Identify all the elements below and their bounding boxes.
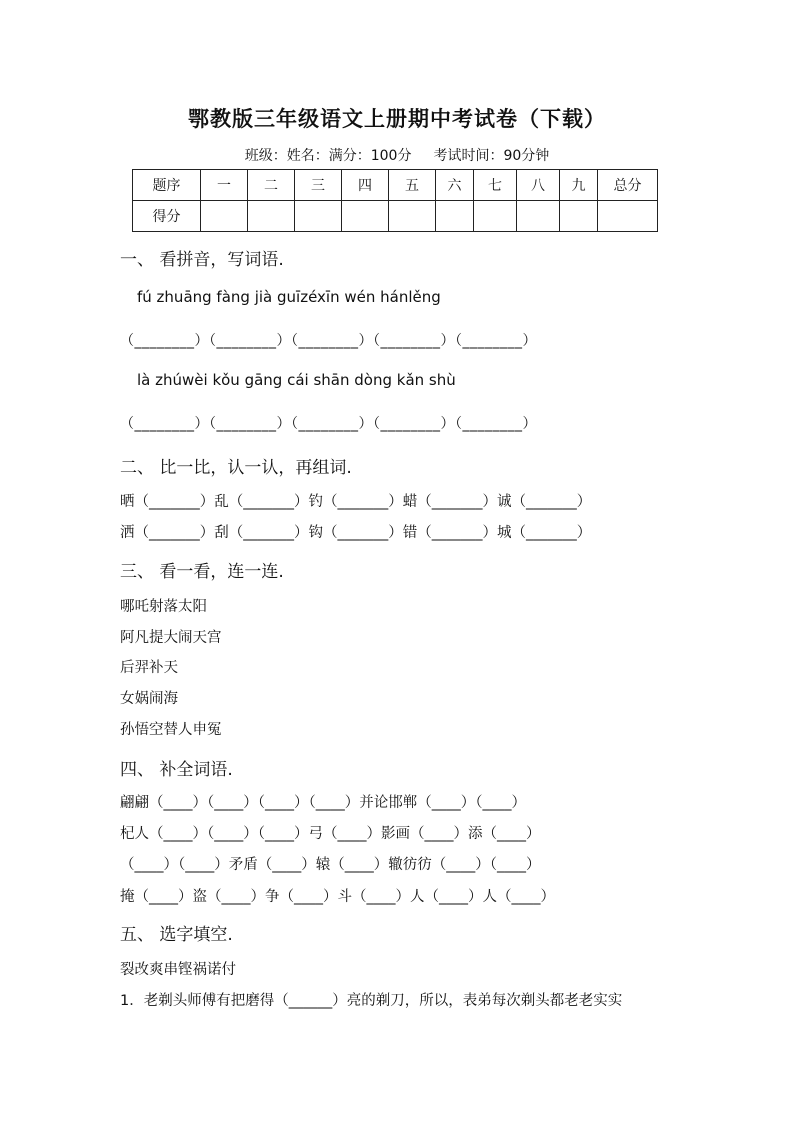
section1-pinyin-row2: là zhúwèi kǒu gāng cái shān dòng kǎn shù — [137, 371, 456, 389]
score-cell[interactable] — [517, 201, 560, 232]
section4-row[interactable]: 掩（____）盗（____）争（____）斗（____）人（____）人（____） — [120, 889, 555, 905]
section5-question-1[interactable]: 1．老剃头师傅有把磨得（______）亮的剃刀，所以，表弟每次剃头都老老实实 — [120, 993, 623, 1009]
score-cell[interactable] — [295, 201, 342, 232]
section5-heading: 五、 选字填空. — [120, 925, 233, 945]
score-cell[interactable] — [598, 201, 658, 232]
header-cell: 六 — [436, 170, 474, 201]
score-table-score-row — [133, 201, 658, 232]
score-cell[interactable] — [389, 201, 436, 232]
section1-blanks-row1[interactable]: （________）（________）（________）（________）（________） — [120, 333, 537, 349]
page-title: 鄂教版三年级语文上册期中考试卷（下载） — [188, 106, 606, 131]
section4-row[interactable]: 杞人（____）（____）（____）弓（____）影画（____）添（____） — [120, 826, 541, 842]
score-cell[interactable] — [201, 201, 248, 232]
section4-heading: 四、 补全词语. — [120, 760, 233, 780]
header-cell: 八 — [517, 170, 560, 201]
list-item: 哪吒射落太阳 — [120, 599, 207, 615]
section4-row[interactable]: 翩翩（____）（____）（____）（____）并论邯郸（____）（____） — [120, 795, 526, 811]
header-cell: 四 — [342, 170, 389, 201]
section1-blanks-row2[interactable]: （________）（________）（________）（________）（________） — [120, 416, 537, 432]
list-item: 后羿补天 — [120, 660, 178, 676]
score-table — [132, 169, 658, 232]
list-item: 阿凡提大闹天宫 — [120, 630, 222, 646]
section4-row[interactable]: （____）（____）矛盾（____）辕（____）辙彷彷（____）（____） — [120, 857, 541, 873]
row-label: 得分 — [133, 201, 201, 232]
exam-info-left: 班级：姓名：满分：100分 — [244, 148, 412, 164]
section2-row1[interactable]: 晒（_______）乱（_______）钓（_______）蜡（_______）诚（_______） — [120, 494, 592, 510]
section3-heading: 三、 看一看，连一连. — [120, 562, 284, 582]
section1-pinyin-row1: fú zhuāng fàng jià guīzéxīn wén hánlěng — [137, 288, 441, 306]
header-cell: 七 — [474, 170, 517, 201]
exam-info — [0, 145, 794, 165]
header-cell: 总分 — [598, 170, 658, 201]
header-cell: 题序 — [133, 170, 201, 201]
list-item: 孙悟空替人申冤 — [120, 722, 222, 738]
header-cell: 五 — [389, 170, 436, 201]
score-table-header-row — [133, 170, 658, 201]
section1-heading: 一、 看拼音，写词语. — [120, 250, 284, 270]
header-cell: 二 — [248, 170, 295, 201]
exam-info-right: 考试时间：90分钟 — [433, 148, 550, 164]
section5-char-choices: 裂改爽串铿祸诺付 — [120, 962, 236, 978]
score-cell[interactable] — [248, 201, 295, 232]
header-cell: 三 — [295, 170, 342, 201]
score-cell[interactable] — [436, 201, 474, 232]
list-item: 女娲闹海 — [120, 691, 178, 707]
score-cell[interactable] — [474, 201, 517, 232]
section2-row2[interactable]: 洒（_______）刮（_______）钩（_______）错（_______）城（_______） — [120, 525, 592, 541]
header-cell: 九 — [560, 170, 598, 201]
score-cell[interactable] — [342, 201, 389, 232]
section2-heading: 二、 比一比，认一认，再组词. — [120, 458, 352, 478]
header-cell: 一 — [201, 170, 248, 201]
score-cell[interactable] — [560, 201, 598, 232]
